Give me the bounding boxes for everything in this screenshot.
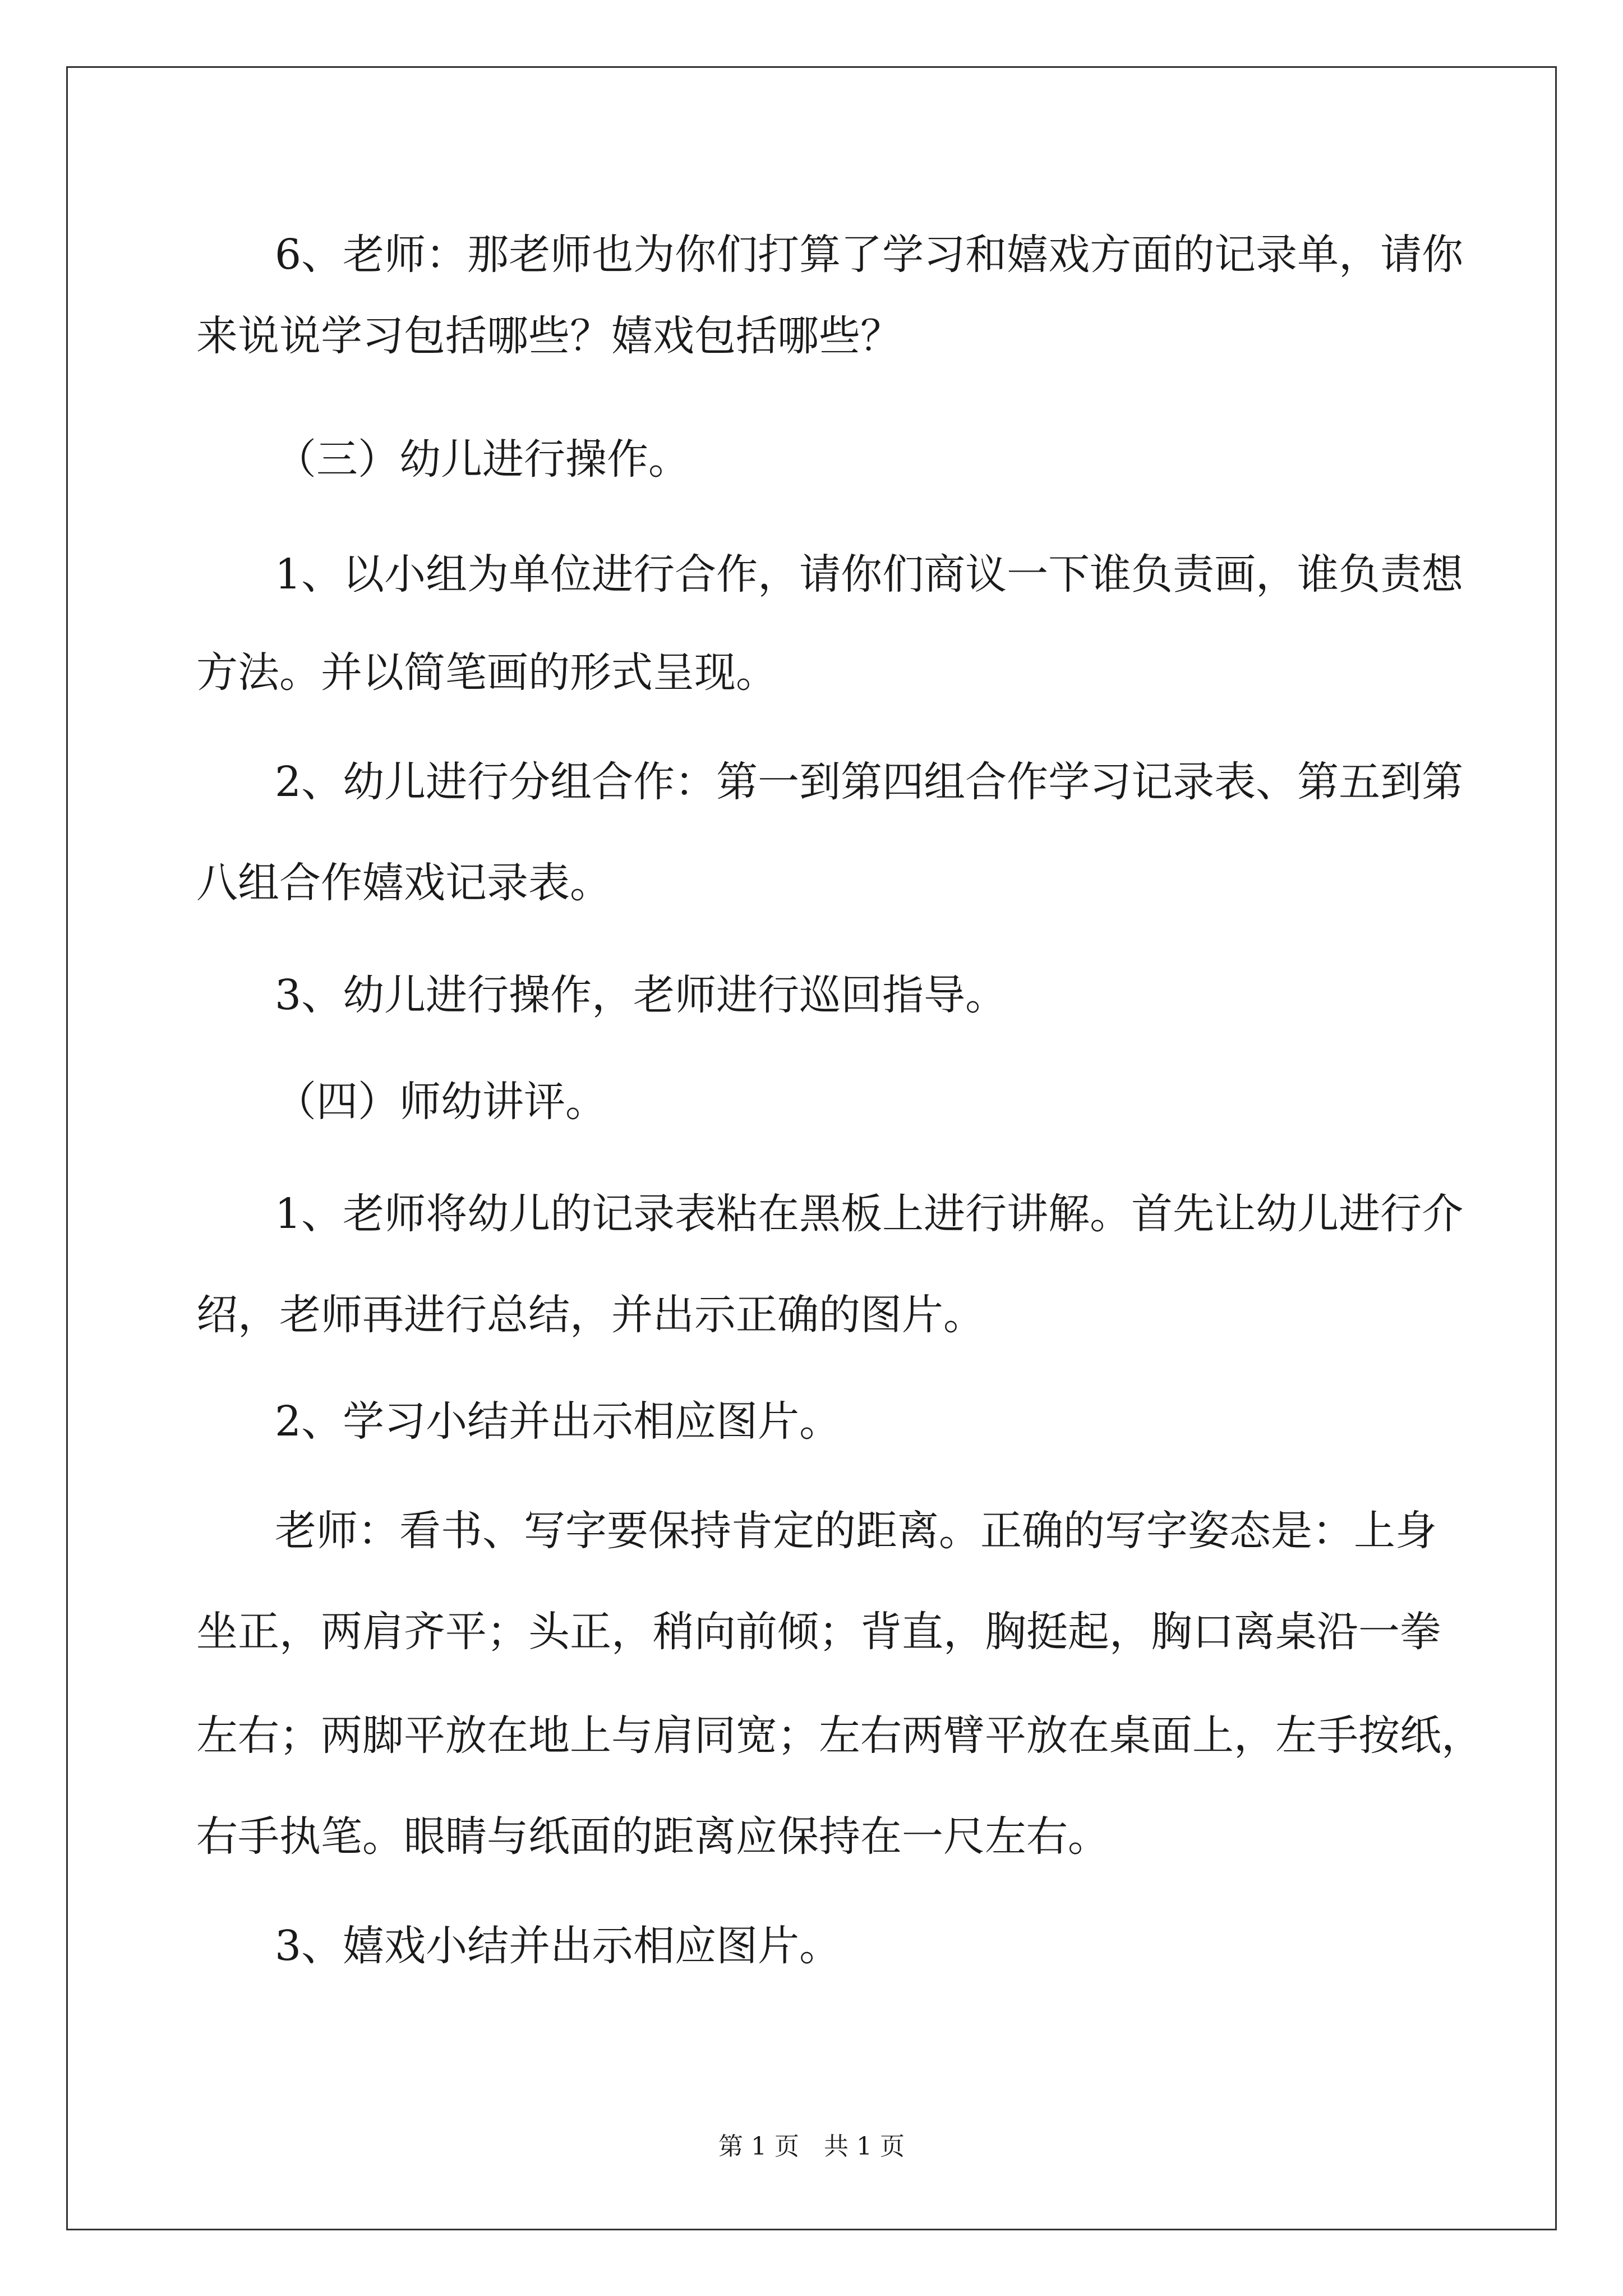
text-line: 坐正，两肩齐平；头正，稍向前倾；背直，胸挺起，胸口离桌沿一拳 [196,1608,1441,1656]
text-line: 2、幼儿进行分组合作：第一到第四组合作学习记录表、第五到第 [275,758,1464,806]
text-line: 3、幼儿进行操作，老师进行巡回指导。 [275,971,1007,1019]
text-line: 右手执笔。眼睛与纸面的距离应保持在一尺左右。 [196,1812,1109,1861]
text-line: 2、学习小结并出示相应图片。 [275,1397,841,1446]
text-line: 来说说学习包括哪些？嬉戏包括哪些？ [196,312,902,360]
text-line: 1、以小组为单位进行合作，请你们商议一下谁负责画，谁负责想 [275,550,1464,599]
text-line: 1、老师将幼儿的记录表粘在黑板上进行讲解。首先让幼儿进行介 [275,1190,1464,1238]
text-line: 老师：看书、写字要保持肯定的距离。正确的写字姿态是：上身 [275,1507,1437,1555]
text-line: 左右；两脚平放在地上与肩同宽；左右两臂平放在桌面上，左手按纸， [196,1711,1483,1760]
text-line: 八组合作嬉戏记录表。 [196,859,611,907]
text-line: 6、老师：那老师也为你们打算了学习和嬉戏方面的记录单，请你 [275,231,1464,279]
text-line: 3、嬉戏小结并出示相应图片。 [275,1922,841,1970]
text-line: 绍，老师再进行总结，并出示正确的图片。 [196,1291,985,1339]
section-heading: （四）师幼讲评。 [275,1078,607,1126]
page-number-footer: 第 1 页 共 1 页 [718,2132,905,2161]
section-heading: （三）幼儿进行操作。 [275,435,690,484]
text-line: 方法。并以简笔画的形式呈现。 [196,648,777,697]
page-border [66,66,1557,2230]
